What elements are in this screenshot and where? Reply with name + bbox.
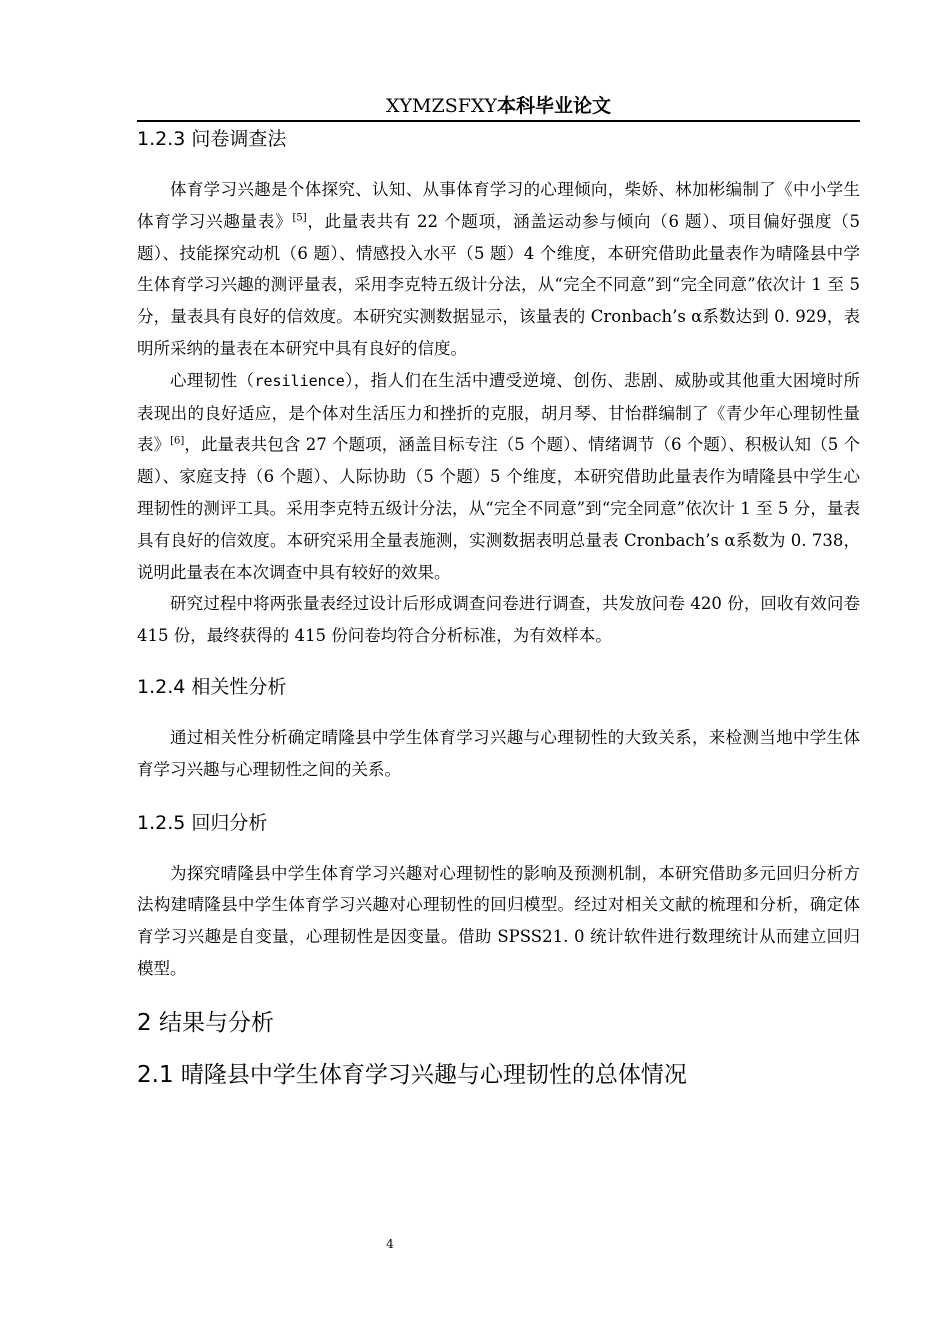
section-heading-2: 2 结果与分析 — [137, 1009, 274, 1036]
citation-ref: [5] — [292, 212, 307, 224]
paragraph-survey-process: 研究过程中将两张量表经过设计后形成调查问卷进行调查，共发放问卷 420 份，回收有效问卷 415 份，最终获得的 415 份问卷均符合分析标准，为有效样本。 — [137, 594, 860, 646]
header-code: XYMZSFXY — [385, 95, 497, 117]
section-heading-1-2-4: 1.2.4 相关性分析 — [137, 675, 287, 698]
page-body — [137, 122, 860, 1093]
section-heading-1-2-5: 1.2.5 回归分析 — [137, 811, 268, 834]
paragraph-text: 心理韧性（ — [170, 370, 255, 390]
page-number: 4 — [386, 1237, 394, 1251]
paragraph-regression: 为探究晴隆县中学生体育学习兴趣对心理韧性的影响及预测机制，本研究借助多元回归分析方法构建晴隆县中学生体育学习兴趣对心理韧性的回归模型。经过对相关文献的梳理和分析，确定体育学习兴趣是自变量，心理韧性是因变量。借助 SPSS21. 0 统计软件进行数理统计从而建立回归模型。 — [137, 863, 860, 978]
term-resilience: resilience — [254, 371, 345, 390]
paragraph-text: ），指人们在生活中遭受逆境、创伤、悲剧、威胁或其他重大困境时所表现出的良好适应，是个体对生活压力和挫折的克服，胡月琴、甘怡群编制了《青少年心理韧性量表》 — [137, 370, 861, 455]
page-header — [137, 92, 860, 122]
paragraph-text: ，此量表共包含 27 个题项，涵盖目标专注（5 个题）、情绪调节（6 个题）、积极认知（5 个题）、家庭支持（6 个题）、人际协助（5 个题）5 个维度，本研究借助此量表作为晴隆县中学生心理韧性的测评工具。采用李克特五级计分法，从“完全不同意”到“完全同意”依次计 1 至 5 分，量表具有良好的信效度。本研究采用全量表施测，实测数据表明总量表 Cronbach’s α系数为 0. 738，说明此量表在本次调查中具有较好的效果。 — [137, 435, 861, 582]
header-title: 本科毕业论文 — [496, 95, 611, 117]
paragraph-text: ，此量表共有 22 个题项，涵盖运动参与倾向（6 题）、项目偏好强度（5 题）、技能探究动机（6 题）、情感投入水平（5 题）4 个维度，本研究借助此量表作为晴隆县中学生体育学习兴趣的测评量表，采用李克特五级计分法，从“完全不同意”到“完全同意”依次计 1 至 5 分，量表具有良好的信效度。本研究实测数据显示，该量表的 Cronbach’s α系数达到 0. 929，表明所采纳的量表在本研究中具有良好的信度。 — [137, 211, 860, 358]
citation-ref: [6] — [170, 435, 185, 447]
section-heading-1-2-3: 1.2.3 问卷调查法 — [137, 128, 287, 150]
paragraph-interest-scale — [137, 174, 860, 365]
section-heading-2-1: 2.1 晴隆县中学生体育学习兴趣与心理韧性的总体情况 — [137, 1061, 687, 1088]
paragraph-resilience-scale — [137, 365, 860, 589]
paragraph-correlation: 通过相关性分析确定晴隆县中学生体育学习兴趣与心理韧性的大致关系，来检测当地中学生体育学习兴趣与心理韧性之间的关系。 — [137, 727, 860, 779]
paragraph-text: 体育学习兴趣是个体探究、认知、从事体育学习的心理倾向，柴娇、林加彬编制了《中小学生体育学习兴趣量表》 — [137, 180, 860, 231]
